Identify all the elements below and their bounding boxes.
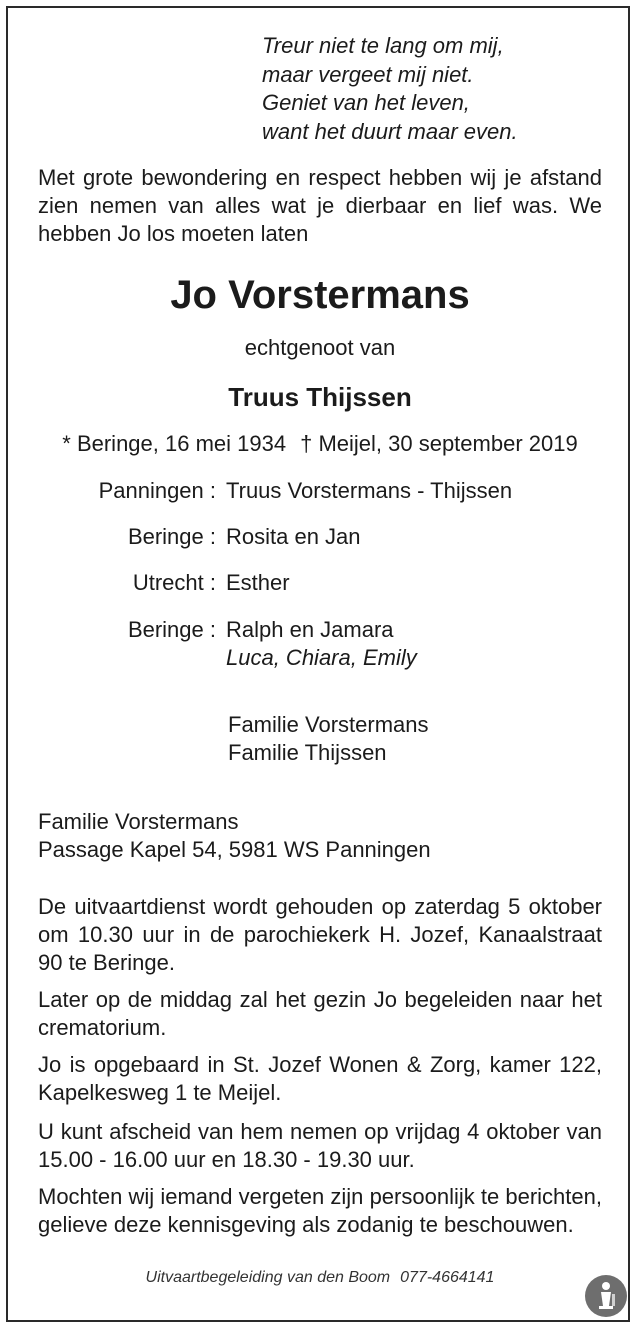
address-line: Familie Vorstermans xyxy=(38,809,239,834)
family-name: Familie Vorstermans xyxy=(228,712,429,737)
viewing-location-info: Jo is opgebaard in St. Jozef Wonen & Zorg, kamer 122, Kapelkesweg 1 te Meijel. xyxy=(38,1052,602,1105)
notice-disclaimer: Mochten wij iemand vergeten zijn persoonlijk te berichten, gelieve deze kennisgeving als zodanig te beschouwen. xyxy=(38,1184,602,1237)
poem-line: Geniet van het leven, xyxy=(262,90,470,115)
relative-city: Panningen : xyxy=(98,478,216,503)
relative-city: Beringe : xyxy=(127,617,216,642)
deceased-name: Jo Vorstermans xyxy=(170,273,470,317)
death-date: † Meijel, 30 september 2019 xyxy=(300,431,578,456)
birth-date: * Beringe, 16 mei 1934 xyxy=(62,431,287,456)
funeral-director-phone: 077-4664141 xyxy=(400,1269,495,1286)
address-line: Passage Kapel 54, 5981 WS Panningen xyxy=(38,837,431,862)
poem xyxy=(262,32,518,146)
relative-names: Rosita en Jan xyxy=(226,524,361,549)
poem-line: Treur niet te lang om mij, xyxy=(262,33,504,58)
partner-name: Truus Thijssen xyxy=(228,382,412,412)
crematorium-info: Later op de middag zal het gezin Jo begeleiden naar het crematorium. xyxy=(38,987,602,1040)
poem-line: want het duurt maar even. xyxy=(262,118,518,144)
correspondence-address xyxy=(38,808,602,864)
relative-names: Truus Vorstermans - Thijssen xyxy=(226,478,513,503)
relation-label: echtgenoot van xyxy=(244,335,396,360)
family-name: Familie Thijssen xyxy=(228,740,387,765)
relative-city: Beringe : xyxy=(127,524,216,549)
relative-city: Utrecht : xyxy=(132,570,216,595)
relative-names: Esther xyxy=(226,570,290,595)
funeral-director xyxy=(0,1267,640,1289)
intro-text: Met grote bewondering en respect hebben wij je afstand zien nemen van alles wat je dierbaar en lief was. We hebben Jo los moeten laten xyxy=(38,165,602,246)
life-dates xyxy=(0,430,640,458)
memorial-logo-icon xyxy=(584,1274,628,1318)
funeral-service-info: De uitvaartdienst wordt gehouden op zaterdag 5 oktober om 10.30 uur in de parochiekerk H. Jozef, Kanaalstraat 90 te Beringe. xyxy=(38,894,602,975)
farewell-times-info: U kunt afscheid van hem nemen op vrijdag 4 oktober van 15.00 - 16.00 uur en 18.30 - 19.30 uur. xyxy=(38,1119,602,1172)
relative-names: Ralph en Jamara xyxy=(226,617,394,642)
poem-line: maar vergeet mij niet. xyxy=(262,61,474,87)
funeral-director-name: Uitvaartbegeleiding van den Boom xyxy=(145,1269,391,1286)
family-signature xyxy=(228,711,429,767)
grandchildren-names: Luca, Chiara, Emily xyxy=(226,645,417,670)
